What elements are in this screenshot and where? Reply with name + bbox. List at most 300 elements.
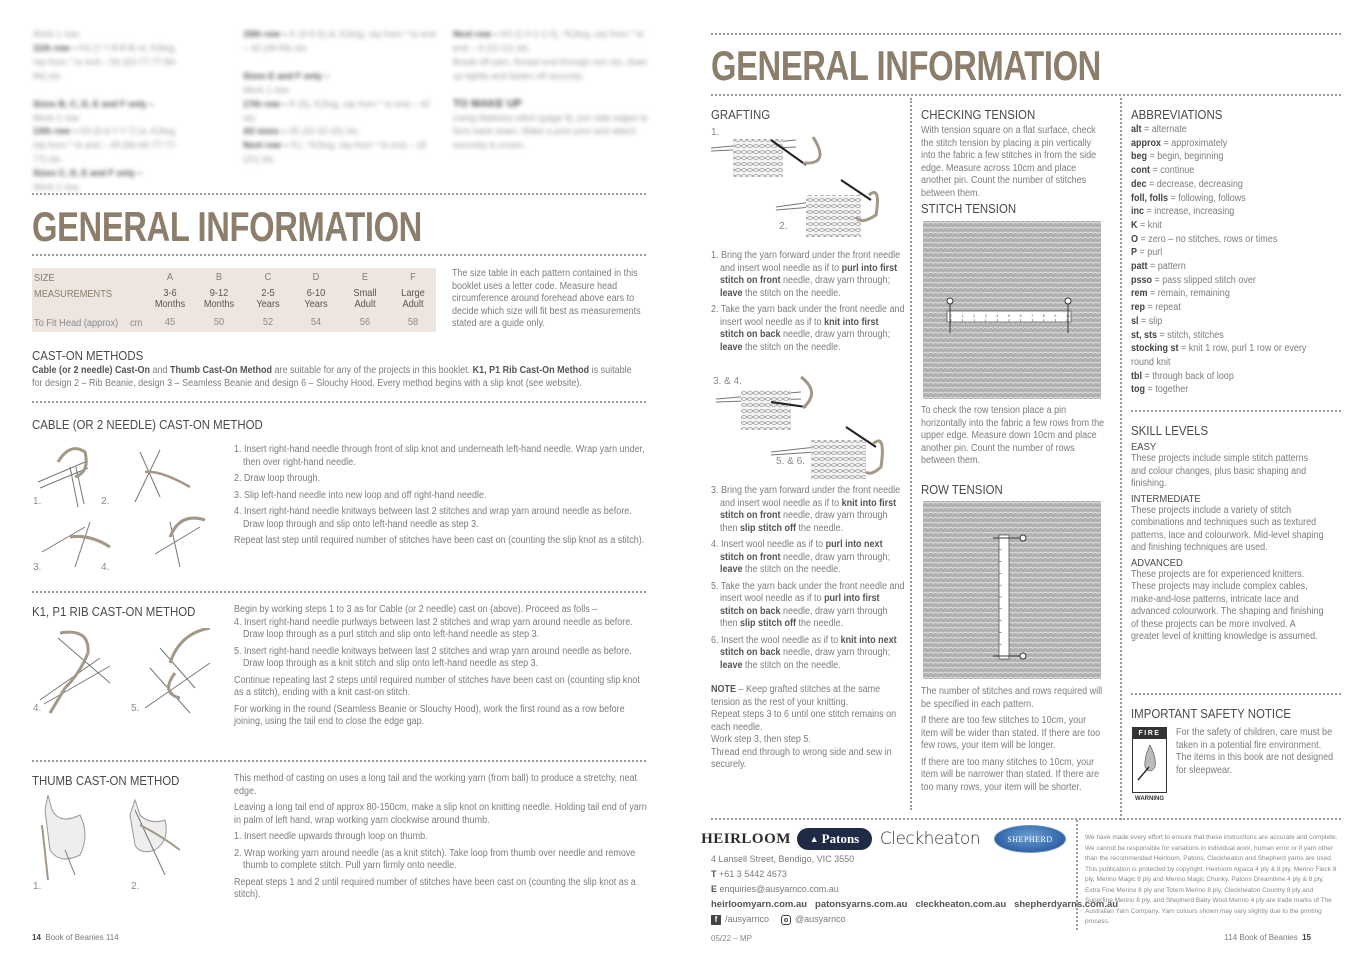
skill-levels-list: [1131, 441, 1346, 648]
bold-text: knit into next stitch on back: [720, 634, 897, 658]
measurements-label: MEASUREMENTS: [34, 288, 113, 300]
instagram-icon: [781, 915, 791, 925]
cleckheaton-logo[interactable]: Cleckheaton: [879, 829, 981, 849]
blurred-line: 11th row – K6 (7-7-8-8-8) st, K2tog, rep from * to end – 56 (63-77-77-84-84) sts.: [33, 42, 178, 81]
rib-method-heading: K1, P1 RIB CAST-ON METHOD: [32, 604, 196, 619]
measurement-value: 3-6: [163, 287, 177, 299]
measurement-unit: Adult: [402, 298, 424, 310]
skill-level-desc: These projects are for experienced knitters. These projects may include complex cables, make-and-lose patterns, intricate lace and advanced colourwork. The shaping and finishing of these projects can be more involved. A greater level of knitting knowledge is assumed.: [1131, 568, 1324, 642]
right-page: [680, 0, 1357, 960]
blurred-line: Using Mattress stitch (page 9), join side edges to form back seam. Make a pom pom and attach securely to crown.: [453, 112, 648, 151]
divider: [711, 94, 1341, 96]
grafting-note: [711, 684, 905, 709]
phone-label: T: [711, 869, 717, 879]
grafting-steps-1-2: [711, 250, 905, 358]
fire-warning-badge: [1132, 727, 1167, 802]
abbreviation-meaning: slip: [1148, 315, 1163, 327]
skill-level-desc: These projects include simple stitch patterns and colour changes, plus basic shaping and finishing.: [1131, 453, 1309, 489]
intro: Begin by working steps 1 to 3 as for Cable (or 2 needle) cast on (above). Proceed as folls –: [234, 604, 598, 615]
stitch-tension-heading: STITCH TENSION: [921, 201, 1017, 216]
bold-text: leave: [720, 659, 743, 671]
abbreviation-meaning: knit 1 row, purl 1 row or every: [1188, 343, 1307, 355]
equals-sign: =: [1146, 178, 1157, 190]
fit-value: 54: [310, 316, 322, 328]
abbreviation-term: dec: [1131, 178, 1147, 190]
equals-sign: =: [1144, 206, 1155, 218]
abbreviation-item: [1131, 383, 1320, 397]
contact-details: [711, 852, 1118, 927]
blurred-line: Break off yarn, thread end through rem sts, draw up tightly and fasten off securely.: [453, 56, 647, 81]
abbreviation-meaning: following, follows: [1178, 192, 1246, 204]
blurred-line: Sizes B, C, D, E and F only –: [33, 98, 155, 109]
measurement-unit: Adult: [354, 298, 376, 310]
right-footer: [1224, 933, 1311, 942]
abbreviation-item: [1131, 205, 1320, 219]
row-tension-heading: ROW TENSION: [921, 482, 1003, 497]
websites: [711, 897, 1118, 912]
text: needle, draw yarn through;: [780, 551, 891, 563]
equals-sign: =: [1141, 370, 1153, 382]
equals-sign: =: [1144, 384, 1156, 396]
blurred-line: Work 1 row.: [33, 182, 81, 193]
equals-sign: =: [1157, 329, 1168, 341]
skill-level-name: EASY: [1131, 441, 1157, 453]
ruler-tick-label: 2: [973, 314, 976, 318]
cable-method-steps: [234, 444, 648, 552]
text: the needle.: [796, 618, 844, 629]
abbreviation-meaning: decrease, decreasing: [1156, 178, 1243, 190]
skill-level-desc: These projects include a variety of stitch combinations and techniques such as textured patterns, lace and colourwork. Mid-level shaping and finishing techniques are used.: [1131, 504, 1324, 553]
tension-too-few: If there are too few stitches to 10cm, your item will be wider than stated. If there are too few rows, your item will be longer.: [921, 715, 1101, 751]
abbreviation-meaning: alternate: [1151, 124, 1187, 135]
size-code: F: [410, 271, 416, 283]
grafting-steps-3-6: [711, 485, 905, 772]
measurement-cell: [392, 288, 434, 310]
bold-text: purl into first stitch on back: [720, 593, 880, 617]
size-code: C: [264, 271, 272, 283]
ruler-tick-label: 10: [1066, 314, 1070, 318]
divider: [32, 193, 646, 195]
abbreviation-term: P: [1131, 247, 1138, 259]
bold-text: K1, P1 Rib Cast-On Method: [472, 365, 590, 376]
bold-text: knit into first stitch on front: [720, 497, 897, 521]
abbreviation-meaning: continue: [1160, 165, 1195, 177]
text: needle, draw yarn through then: [720, 605, 888, 629]
text: the needle.: [796, 522, 844, 534]
size-code: E: [361, 271, 369, 283]
blurred-pattern-column-3: [453, 28, 653, 153]
abbreviation-term: cont: [1131, 165, 1150, 177]
facebook-icon: f: [711, 915, 721, 925]
fire-label: FIRE: [1133, 728, 1166, 739]
abbreviation-term: patt: [1131, 261, 1148, 273]
abbreviation-term: stocking st: [1131, 343, 1179, 355]
abbreviation-item: [1131, 370, 1320, 384]
measurement-value: 2-5: [261, 287, 275, 299]
step: 4. Insert right-hand needle knitways between last 2 stitches and wrap yarn around needle as before. Draw loop through and slip onto left-hand needle as step 3.: [234, 506, 632, 530]
column-divider: [910, 98, 912, 810]
print-code: 05/22 – MP: [711, 934, 752, 943]
figure-label: 2.: [101, 496, 110, 507]
abbreviation-term: psso: [1131, 274, 1153, 286]
abbreviation-item: [1131, 164, 1320, 178]
safety-text: For the safety of children, care must be taken in a potential fire environment. The items in this book are not designed for sleepwear.: [1176, 727, 1334, 776]
text: needle, draw yarn through then: [720, 510, 888, 534]
size-table: [32, 268, 436, 332]
page-title: GENERAL INFORMATION: [32, 203, 422, 250]
equals-sign: =: [1167, 192, 1179, 204]
abbreviation-item: [1131, 192, 1320, 206]
abbreviation-term: rem: [1131, 288, 1148, 300]
cable-cast-on-illustration: [30, 442, 220, 572]
step: [711, 304, 905, 354]
measurement-cell: [149, 288, 191, 310]
blurred-line: All sizes – 35 (42-42-42) sts.: [243, 126, 361, 137]
text: the stitch on the needle.: [742, 341, 841, 353]
column-divider: [1120, 98, 1122, 820]
measurement-cell: [247, 288, 289, 310]
blurred-line: Work 1 row.: [243, 84, 291, 95]
bold-text: purl into first stitch on front: [720, 262, 898, 286]
step: [711, 250, 905, 300]
figure-label: 3. & 4.: [713, 376, 742, 387]
text: the stitch on the needle.: [742, 287, 841, 299]
ruler-tick-label: 0: [950, 314, 952, 318]
tension-too-many: If there are too many stitches to 10cm, your item will be narrower than stated. If there are too many rows, your item will be shorter.: [921, 756, 1100, 793]
blurred-heading: TO MAKE UP: [453, 97, 522, 110]
divider: [32, 760, 646, 762]
abbreviation-item: [1131, 329, 1320, 343]
divider: [32, 591, 646, 593]
blurred-line: Sizes E and F only –: [243, 70, 330, 81]
equals-sign: =: [1152, 274, 1163, 286]
shepherd-logo[interactable]: SHEPHERD: [994, 825, 1066, 853]
blurred-pattern-column-2: [243, 28, 443, 167]
abbreviation-item: [1131, 260, 1320, 274]
measurement-unit: Months: [154, 298, 186, 310]
divider: [1131, 693, 1341, 695]
blurred-line: 15th row – K (4-5-6) st, K2tog, rep from * to end – 42 (49-56) sts.: [243, 29, 436, 53]
divider: [711, 818, 1341, 820]
prep: Leaving a long tail end of approx 80-150cm, make a slip knot on knitting needle. Holding tail end of yarn in palm of left hand, wrap working yarn clockwise around thumb.: [234, 802, 647, 826]
abbreviation-term: sl: [1131, 315, 1139, 327]
figure-label: 5. & 6.: [776, 456, 805, 467]
equals-sign: =: [1138, 315, 1149, 327]
safety-heading: IMPORTANT SAFETY NOTICE: [1131, 706, 1291, 721]
ruler-tick-label: 1: [961, 314, 964, 318]
ruler-tick-label: 4: [996, 314, 999, 318]
figure-label: 2.: [131, 881, 140, 892]
abbreviation-meaning: approximately: [1171, 137, 1228, 149]
unit-label: cm: [130, 317, 143, 329]
measurement-unit: Months: [203, 298, 235, 310]
step: 2. Draw loop through.: [234, 473, 321, 484]
ruler-tick-label: 5: [1008, 314, 1010, 318]
grafting-illustration-1-2: [711, 125, 906, 240]
equals-sign: =: [1137, 247, 1148, 259]
thumb-method-heading: THUMB CAST-ON METHOD: [32, 773, 180, 788]
blurred-line: Work 1 row.: [33, 112, 81, 123]
size-table-note: The size table in each pattern contained in this booklet uses a letter code. Measure head circumference around forehead above ears to decide which size will fit best as measurements stated are a guide only.: [452, 268, 641, 329]
text: 6. Insert the wool needle as if to: [711, 634, 841, 646]
abbreviation-meaning: pattern: [1157, 261, 1186, 273]
figure-label: 5.: [131, 703, 140, 714]
abbreviation-meaning: increase, increasing: [1154, 206, 1235, 218]
fit-value: 52: [262, 316, 274, 328]
email-label: E: [711, 884, 718, 894]
text: 4. Insert wool needle as if to: [711, 539, 826, 550]
patons-logo[interactable]: [797, 828, 872, 850]
text: 3. Bring the yarn forward under the front needle and insert wool needle as if to: [711, 485, 901, 509]
abbreviation-term: st, sts: [1131, 329, 1158, 341]
abbreviation-item: [1131, 315, 1320, 329]
disclaimer: We have made every effort to ensure that these instructions are accurate and complete. We cannot be responsible for variations in individual work, human error or if yarn other than the recommended Heirloom, Patons, Cleckheaton and Shepherd yarns are used. This publication is protected by copyright. Heirloom Alpaca 4 ply & 8 ply, Merino Fleck 8 ply, Merino Magic 8 ply and Merino Magic Chunky, Patons Dreamtime 4 ply & 8 ply, Extra Fine Merino 8 ply and Totem Merino 8 ply, Cleckheaton Country 8 ply and Superfine Merino 8 ply, and Shepherd Baby Wool Merino 4 ply are trade marks of The Australian Yarn Company. Yarn colours shown may vary slightly due to the printing process.: [1085, 834, 1338, 925]
size-code: D: [312, 271, 320, 283]
step: [711, 539, 905, 577]
row-tension-text: To check the row tension place a pin horizontally into the fabric a few rows from the upper edge. Measure down 10cm and place another pin. Count the number of rows between them.: [921, 405, 1105, 466]
abbreviation-item: [1131, 356, 1320, 370]
abbreviation-term: alt: [1131, 124, 1142, 135]
fit-value: 50: [213, 316, 225, 328]
abbreviation-meaning: begin, beginning: [1157, 151, 1224, 163]
abbreviation-item: [1131, 274, 1320, 288]
abbreviation-item: [1131, 287, 1320, 301]
text: 5. Take the yarn back under the front needle and insert wool needle as if to: [711, 580, 905, 604]
abbreviation-meaning: repeat: [1155, 302, 1181, 314]
grafting-repeat: Repeat steps 3 to 6 until one stitch remains on each needle.: [711, 709, 897, 733]
blurred-line: 13th row – K5 (6-6-7-7-7) st, K2tog, rep from * to end – 49 (56-66-77-77-77) sts.: [33, 126, 178, 165]
step: 1. Insert needle upwards through loop on thumb.: [234, 831, 428, 842]
text: needle, draw yarn through;: [780, 647, 891, 658]
skill-levels-heading: SKILL LEVELS: [1131, 423, 1209, 438]
email: [711, 882, 1118, 897]
step: 5. Insert right-hand needle knitways between last 2 stitches and wrap yarn around needle as before. Draw loop through as a knit stitch and slip onto left-hand needle as step 3.: [234, 645, 632, 669]
abbreviation-term: K: [1131, 219, 1138, 231]
bold-text: slip stitch off: [740, 522, 797, 534]
ruler-tick-label: 9: [1054, 314, 1057, 318]
phone: [711, 867, 1118, 882]
equals-sign: =: [1161, 137, 1172, 149]
step: 1. Insert right-hand needle through front of slip knot and underneath left-hand needle. Wrap yarn under, then over right-hand needle.: [234, 444, 645, 468]
ruler-tick-label: 3: [984, 314, 987, 318]
patons-label: Patons: [821, 831, 860, 846]
equals-sign: =: [1138, 233, 1149, 245]
instagram-link[interactable]: @ausyarnco: [795, 914, 846, 924]
equals-sign: =: [1149, 165, 1161, 177]
equals-sign: =: [1147, 151, 1158, 163]
text: 2. Take the yarn back under the front needle and insert wool needle as if to: [711, 304, 905, 328]
bold-text: Thumb Cast-On Method: [170, 365, 273, 376]
facebook-link[interactable]: /ausyarnco: [725, 914, 770, 924]
bold-text: knit into first stitch on back: [720, 316, 879, 340]
blurred-pattern-column-1: [33, 28, 183, 195]
bold-text: Cable (or 2 needle) Cast-On: [32, 365, 151, 376]
tension-specified: The number of stitches and rows required will be specified in each pattern.: [921, 686, 1103, 710]
ruler-tick-label: 7: [1031, 314, 1034, 318]
abbreviation-meaning: knit: [1147, 219, 1162, 231]
fit-value: 45: [164, 316, 176, 328]
rib-cast-on-illustration: [30, 628, 220, 718]
measurement-cell: [198, 288, 240, 310]
warning-label: WARNING: [1135, 796, 1164, 802]
abbreviation-item: [1131, 342, 1320, 356]
divider: [32, 254, 646, 256]
text: 1. Bring the yarn forward under the front needle and insert wool needle as if to: [711, 250, 901, 274]
measurement-cell: [295, 288, 337, 310]
text: the stitch on the needle.: [742, 659, 841, 671]
measurement-unit: Years: [304, 298, 328, 310]
continue-instruction: Continue repeating last 2 steps until required number of stitches have been cast on (counting slip knot as a stitch), ending with a knit cast-on stitch.: [234, 674, 640, 698]
stitch-tension-swatch: [923, 221, 1101, 399]
step: 4. Insert right-hand needle purlways between last 2 stitches and wrap yarn around needle as before. Draw loop through as a purl stitch and slip onto left-hand needle as step 3.: [234, 616, 633, 640]
abbreviation-meaning: stitch, stitches: [1167, 329, 1224, 341]
address: 4 Lansell Street, Bendigo, VIC 3550: [711, 854, 855, 864]
abbreviations-list: [1131, 123, 1341, 397]
text: is suitable for design 2 – Rib Beanie, design 3 – Seamless Beanie and design 6 – Slouchy Hood. Every method begins with a slip knot (see website).: [32, 365, 632, 389]
figure-label: 1.: [711, 127, 720, 138]
blurred-line: [33, 84, 183, 98]
skill-level-name: INTERMEDIATE: [1131, 492, 1201, 505]
abbreviation-meaning: through back of loop: [1152, 370, 1234, 382]
abbreviation-item: [1131, 219, 1320, 233]
abbreviation-meaning: round knit: [1131, 356, 1171, 368]
grafting-work: Work step 3, then step 5.: [711, 734, 811, 745]
cast-on-methods-heading: CAST-ON METHODS: [32, 348, 144, 363]
bold-text: leave: [720, 341, 743, 353]
abbreviations-heading: ABBREVIATIONS: [1131, 107, 1223, 122]
cable-method-heading: CABLE (OR 2 NEEDLE) CAST-ON METHOD: [32, 417, 263, 432]
text: the stitch on the needle.: [742, 564, 841, 575]
abbreviation-term: inc: [1131, 206, 1145, 218]
abbreviation-meaning: together: [1155, 384, 1189, 396]
measurement-value: Small: [353, 287, 377, 299]
abbreviation-meaning: remain, remaining: [1157, 288, 1230, 300]
abbreviation-item: [1131, 137, 1320, 151]
page-number: 14: [32, 933, 41, 942]
left-footer: [32, 933, 119, 942]
thumb-method-steps: [234, 773, 648, 906]
step: 3. Slip left-hand needle into new loop and off right-hand needle.: [234, 489, 487, 501]
repeat-instruction: Repeat steps 1 and 2 until required number of stitches have been cast on (counting the slip knot as a stitch).: [234, 876, 636, 900]
bold-text: slip stitch off: [740, 618, 797, 629]
row-tension-swatch: [923, 501, 1101, 679]
grafting-heading: GRAFTING: [711, 107, 771, 122]
measurement-value: 6-10: [306, 287, 326, 299]
abbreviation-meaning: pass slipped stitch over: [1162, 274, 1256, 286]
step: [711, 635, 905, 673]
text: and: [150, 365, 171, 376]
round-instruction: For working in the round (Seamless Beanie or Slouchy Hood), work the first round as a row before joining, using the tail end to close the edge gap.: [234, 703, 625, 727]
website-link[interactable]: patonsyarns.com.au: [815, 899, 908, 910]
page-number: 15: [1302, 933, 1311, 942]
bold-text: leave: [720, 564, 743, 575]
figure-label: 3.: [33, 562, 42, 573]
abbreviation-term: rep: [1131, 302, 1146, 314]
abbreviation-item: [1131, 150, 1320, 164]
repeat-instruction: Repeat last step until required number of stitches have been cast on (counting the slip knot as a stitch).: [234, 535, 645, 546]
figure-label: 2.: [779, 221, 788, 232]
step: [711, 581, 905, 631]
abbreviation-term: approx: [1131, 137, 1162, 149]
step: [711, 485, 905, 535]
email-link[interactable]: enquiries@ausyarnco.com.au: [719, 884, 839, 894]
text: needle, draw yarn through;: [780, 275, 891, 286]
size-label: SIZE: [34, 272, 55, 284]
blurred-line: Next row – K0 (1-0-1-1-0), *K2tog, rep from * to end – 9 (10-11) sts.: [453, 29, 645, 53]
divider: [1131, 410, 1341, 412]
grafting-thread: Thread end through to wrong side and sew in securely.: [711, 746, 892, 770]
heirloom-logo[interactable]: HEIRLOOM: [701, 830, 791, 847]
measurement-unit: Years: [256, 298, 280, 310]
abbreviation-meaning: zero – no stitches, rows or times: [1148, 233, 1278, 245]
equals-sign: =: [1147, 288, 1158, 300]
equals-sign: =: [1137, 219, 1148, 231]
blurred-line: [453, 84, 653, 98]
abbreviation-term: O: [1131, 233, 1139, 245]
intro: This method of casting on uses a long tail and the working yarn (from ball) to produce a stretchy, neat edge.: [234, 773, 638, 797]
ruler-tick-label: 6: [1019, 314, 1022, 318]
book-title: 114 Book of Beanies: [1224, 933, 1298, 942]
abbreviation-item: [1131, 233, 1320, 247]
blurred-line: [243, 56, 443, 70]
page-title: GENERAL INFORMATION: [711, 42, 1101, 89]
blurred-line: 17th row – K (5), K2tog, rep from * to end – 42 sts.: [243, 98, 431, 123]
size-code: B: [215, 271, 223, 283]
flame-match-icon: [1133, 739, 1166, 781]
blurred-line: Next row – K1, *K2tog, rep from * to end – 18 (21) sts.: [243, 140, 427, 165]
abbreviation-item: [1131, 301, 1320, 315]
equals-sign: =: [1147, 261, 1158, 273]
phone-number: +61 3 5442 4673: [719, 869, 787, 879]
size-code: A: [166, 271, 174, 283]
skill-level-name: ADVANCED: [1131, 556, 1183, 569]
figure-label: 4.: [101, 562, 110, 573]
tension-results: [921, 686, 1106, 798]
ruler-tick-label: 8: [1042, 314, 1045, 318]
abbreviation-term: foll, folls: [1131, 192, 1168, 204]
step: 2. Wrap working yarn around needle (as a knit stitch). Take loop from thumb over needle and remove thumb to complete stitch. Pull yarn firmly onto needle.: [234, 847, 636, 871]
abbreviation-item: [1131, 123, 1320, 137]
website-link[interactable]: heirloomyarn.com.au: [711, 899, 808, 910]
abbreviation-term: tbl: [1131, 370, 1142, 382]
abbreviation-item: [1131, 246, 1320, 260]
blurred-line: Work 1 row.: [33, 29, 81, 39]
blurred-line: Sizes C, D, E and F only –: [33, 168, 143, 179]
cast-on-methods-text: [32, 365, 644, 390]
measurement-value: 9-12: [209, 287, 229, 299]
note-label: NOTE: [711, 684, 737, 695]
divider: [711, 33, 1341, 35]
equals-sign: =: [1141, 124, 1152, 135]
note-text: – Keep grafted stitches at the same tension as the rest of your knitting.: [711, 684, 881, 708]
figure-label: 1.: [33, 881, 42, 892]
checking-tension-text: With tension square on a flat surface, check the stitch tension by placing a pin vertically into the fabric a few stitches in from the side edge. Measure across 10cm and place another pin. Count the number of stitches between them.: [921, 125, 1097, 199]
thumb-cast-on-illustration: [30, 795, 180, 885]
checking-tension-heading: CHECKING TENSION: [921, 107, 1036, 122]
abbreviation-item: [1131, 178, 1320, 192]
website-link[interactable]: cleckheaton.com.au: [915, 899, 1007, 910]
website-link[interactable]: shepherdyarns.com.au: [1014, 899, 1119, 910]
equals-sign: =: [1178, 343, 1189, 355]
equals-sign: =: [1145, 302, 1156, 314]
abbreviation-term: beg: [1131, 151, 1148, 163]
abbreviation-term: tog: [1131, 384, 1145, 396]
patons-tree-icon: ▲: [809, 834, 819, 844]
fit-value: 56: [359, 316, 371, 328]
text: are suitable for any of the projects in this booklet.: [272, 365, 473, 376]
social-links: [711, 912, 1118, 927]
fit-label: To Fit Head (approx): [34, 317, 119, 329]
